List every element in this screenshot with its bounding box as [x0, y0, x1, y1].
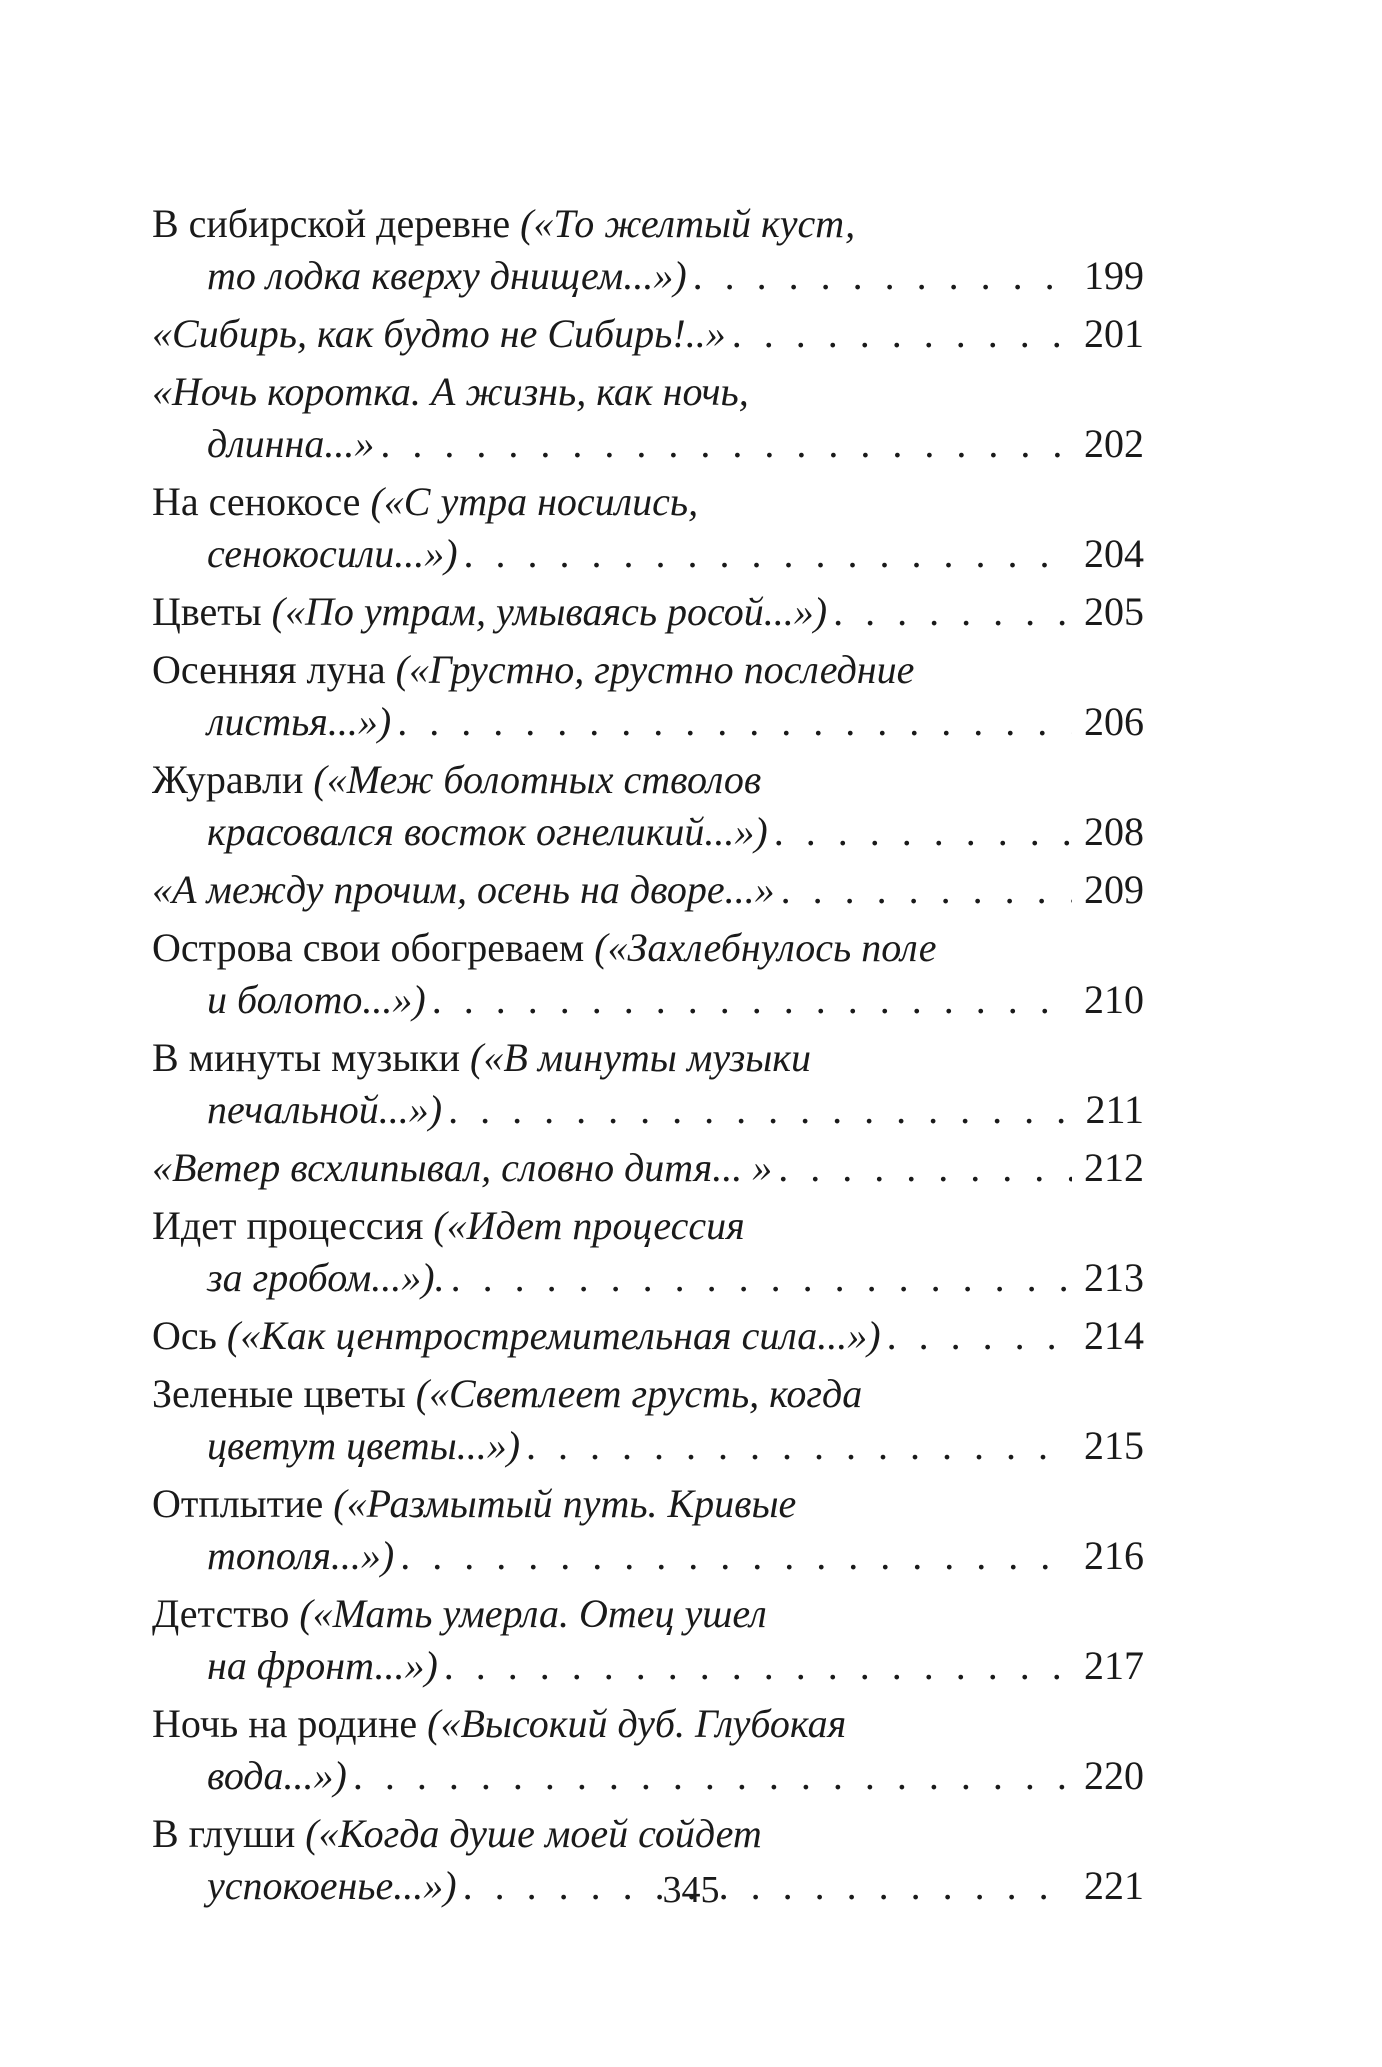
toc-entry-incipit: («Грустно, грустно последние — [395, 647, 915, 692]
toc-entry-incipit: («В минуты музыки — [470, 1035, 812, 1080]
dot-leader — [444, 1640, 1072, 1692]
toc-entry-incipit: красовался восток огнеликий...») — [207, 809, 768, 854]
dot-leader — [400, 1530, 1072, 1582]
toc-entry-text — [152, 1310, 881, 1362]
toc-entry-text — [207, 1530, 394, 1582]
toc-entry-title: На сенокосе — [152, 479, 371, 524]
dot-leader — [448, 1084, 1072, 1136]
toc-entry-title: Цветы — [152, 589, 272, 634]
toc-entry-page: 220 — [1084, 1753, 1144, 1798]
toc-entry-incipit: на фронт...») — [207, 1643, 438, 1688]
toc-entry-page: 199 — [1084, 253, 1144, 298]
toc-entry-first-line — [152, 1478, 1144, 1530]
toc-entry-text — [207, 250, 687, 302]
toc-entry — [152, 476, 1144, 580]
toc-entry-incipit: («Когда душе моей сойдет — [305, 1811, 762, 1856]
toc-entry-incipit: за гробом...»). — [207, 1255, 445, 1300]
toc-entry-page: 214 — [1084, 1313, 1144, 1358]
toc-entry-title: Детство — [152, 1591, 300, 1636]
toc-entry-page: 210 — [1084, 977, 1144, 1022]
toc-entry-incipit: цветут цветы...») — [207, 1423, 521, 1468]
toc-entry — [152, 1032, 1144, 1136]
page-number: 345 — [662, 1869, 720, 1911]
toc-entry-last-line — [152, 974, 1144, 1026]
toc-entry-incipit: вода...») — [207, 1753, 347, 1798]
toc-entry-incipit: успокоенье...») — [207, 1863, 457, 1908]
toc-entry-first-line — [152, 476, 1144, 528]
toc-entry-incipit: («С утра носились, — [370, 479, 699, 524]
toc-entry-first-line — [152, 1698, 1144, 1750]
toc-entry-incipit: сенокосили...») — [207, 531, 458, 576]
toc-entry-text — [207, 1420, 520, 1472]
dot-leader — [732, 308, 1072, 360]
toc-entry-incipit: листья...») — [207, 699, 392, 744]
toc-entry-last-line — [152, 1420, 1144, 1472]
toc-entry-title: В сибирской деревне — [152, 201, 521, 246]
toc-entry-incipit: («Мать умерла. Отец ушел — [299, 1591, 767, 1636]
toc-entry-last-line — [152, 696, 1144, 748]
toc-entry-incipit: то лодка кверху днищем...») — [207, 253, 687, 298]
toc-entry-page: 204 — [1084, 531, 1144, 576]
dot-leader — [781, 864, 1072, 916]
toc-entry-page: 217 — [1084, 1643, 1144, 1688]
toc-entry-text — [152, 864, 775, 916]
toc-entry-first-line — [152, 1808, 1144, 1860]
toc-entry — [152, 198, 1144, 302]
toc-entry-incipit: «А между прочим, осень на дворе...» — [152, 867, 775, 912]
toc-entry-title: Осенняя луна — [152, 647, 396, 692]
dot-leader — [693, 250, 1072, 302]
toc-entry-text — [152, 308, 726, 360]
toc-entry-page: 212 — [1084, 1145, 1144, 1190]
toc-entry-last-line — [152, 528, 1144, 580]
toc-entry — [152, 1368, 1144, 1472]
toc-entry-first-line — [152, 1200, 1144, 1252]
toc-entry-title: Отплытие — [152, 1481, 334, 1526]
toc-entry-incipit: печальной...») — [207, 1087, 443, 1132]
toc-entry — [152, 1588, 1144, 1692]
dot-leader — [451, 1252, 1072, 1304]
dot-leader — [526, 1420, 1072, 1472]
toc-entry-last-line — [152, 1530, 1144, 1582]
toc-entry-title: Журавли — [152, 757, 314, 802]
toc-entry-incipit: «Сибирь, как будто не Сибирь!..» — [152, 311, 726, 356]
toc-entry-page: 216 — [1084, 1533, 1144, 1578]
toc-entry-text — [207, 974, 426, 1026]
toc-entry — [152, 1142, 1144, 1194]
toc-entry-page: 209 — [1084, 867, 1144, 912]
toc-entry-incipit: («По утрам, умываясь росой...») — [271, 589, 828, 634]
toc-entry-last-line — [152, 1310, 1144, 1362]
toc-entry-last-line — [152, 1142, 1144, 1194]
toc-entry-text — [152, 586, 827, 638]
dot-leader — [774, 806, 1072, 858]
toc-entry-incipit: «Ветер всхлипывал, словно дитя... » — [152, 1145, 773, 1190]
toc-entry-text — [207, 528, 458, 580]
toc-entry — [152, 308, 1144, 360]
toc-entry-text — [207, 1252, 445, 1304]
toc-entry — [152, 1698, 1144, 1802]
table-of-contents — [152, 198, 1144, 1918]
toc-entry-page: 221 — [1084, 1863, 1144, 1908]
toc-entry-last-line — [152, 806, 1144, 858]
toc-entry — [152, 1478, 1144, 1582]
toc-entry-incipit: («Как центростремительная сила...») — [226, 1313, 881, 1358]
toc-entry-title: Ось — [152, 1313, 227, 1358]
toc-entry-title: Зеленые цветы — [152, 1371, 416, 1416]
toc-entry-page: 201 — [1084, 311, 1144, 356]
toc-entry-text — [152, 1142, 772, 1194]
toc-entry-incipit: тополя...») — [207, 1533, 395, 1578]
toc-entry-last-line — [152, 1750, 1144, 1802]
toc-entry-first-line — [152, 366, 1144, 418]
toc-entry-last-line — [152, 864, 1144, 916]
toc-entry-page: 213 — [1084, 1255, 1144, 1300]
toc-entry-page: 208 — [1084, 809, 1144, 854]
toc-entry-incipit: «Ночь коротка. А жизнь, как ночь, — [152, 369, 749, 414]
toc-entry-text — [207, 1084, 442, 1136]
toc-entry — [152, 1200, 1144, 1304]
toc-entry-first-line — [152, 1588, 1144, 1640]
toc-entry-incipit: («То желтый куст, — [520, 201, 856, 246]
toc-entry — [152, 366, 1144, 470]
dot-leader — [380, 418, 1072, 470]
dot-leader — [397, 696, 1072, 748]
toc-entry-incipit: («Идет процессия — [433, 1203, 745, 1248]
toc-entry-title: Ночь на родине — [152, 1701, 428, 1746]
toc-entry-incipit: длинна...» — [207, 421, 375, 466]
toc-entry-incipit: («Размытый путь. Кривые — [333, 1481, 797, 1526]
toc-entry — [152, 864, 1144, 916]
toc-entry-last-line — [152, 1084, 1144, 1136]
toc-entry-page: 215 — [1084, 1423, 1144, 1468]
toc-entry-page: 205 — [1084, 589, 1144, 634]
toc-entry-text — [207, 1640, 438, 1692]
toc-entry-title: Острова свои обогреваем — [152, 925, 595, 970]
toc-entry-text — [207, 806, 768, 858]
toc-entry-incipit: («Светлеет грусть, когда — [415, 1371, 863, 1416]
toc-entry-text — [207, 1750, 347, 1802]
toc-entry-last-line — [152, 1252, 1144, 1304]
toc-entry-first-line — [152, 644, 1144, 696]
toc-entry-incipit: («Захлебнулось поле — [594, 925, 937, 970]
toc-entry-first-line — [152, 198, 1144, 250]
toc-entry-last-line — [152, 250, 1144, 302]
toc-entry-last-line — [152, 586, 1144, 638]
toc-entry-text — [207, 418, 374, 470]
toc-entry — [152, 586, 1144, 638]
toc-entry-first-line — [152, 1368, 1144, 1420]
toc-entry-title: В глуши — [152, 1811, 306, 1856]
toc-entry-first-line — [152, 922, 1144, 974]
toc-entry — [152, 754, 1144, 858]
toc-entry — [152, 644, 1144, 748]
toc-entry-incipit: («Меж болотных стволов — [313, 757, 762, 802]
dot-leader — [353, 1750, 1072, 1802]
dot-leader — [833, 586, 1072, 638]
toc-entry-first-line — [152, 1032, 1144, 1084]
dot-leader — [778, 1142, 1072, 1194]
toc-entry-page: 211 — [1085, 1087, 1144, 1132]
toc-entry-page: 202 — [1084, 421, 1144, 466]
toc-entry-title: Идет процессия — [152, 1203, 434, 1248]
toc-entry-last-line — [152, 1640, 1144, 1692]
dot-leader — [464, 528, 1072, 580]
toc-entry-last-line — [152, 308, 1144, 360]
toc-entry-incipit: («Высокий дуб. Глубокая — [427, 1701, 847, 1746]
toc-entry-incipit: и болото...») — [207, 977, 426, 1022]
dot-leader — [432, 974, 1072, 1026]
toc-entry-first-line — [152, 754, 1144, 806]
toc-entry-page: 206 — [1084, 699, 1144, 744]
toc-entry-last-line — [152, 418, 1144, 470]
dot-leader — [887, 1310, 1072, 1362]
toc-entry — [152, 1310, 1144, 1362]
toc-entry-title: В минуты музыки — [152, 1035, 470, 1080]
toc-entry-text — [207, 696, 391, 748]
toc-entry — [152, 922, 1144, 1026]
